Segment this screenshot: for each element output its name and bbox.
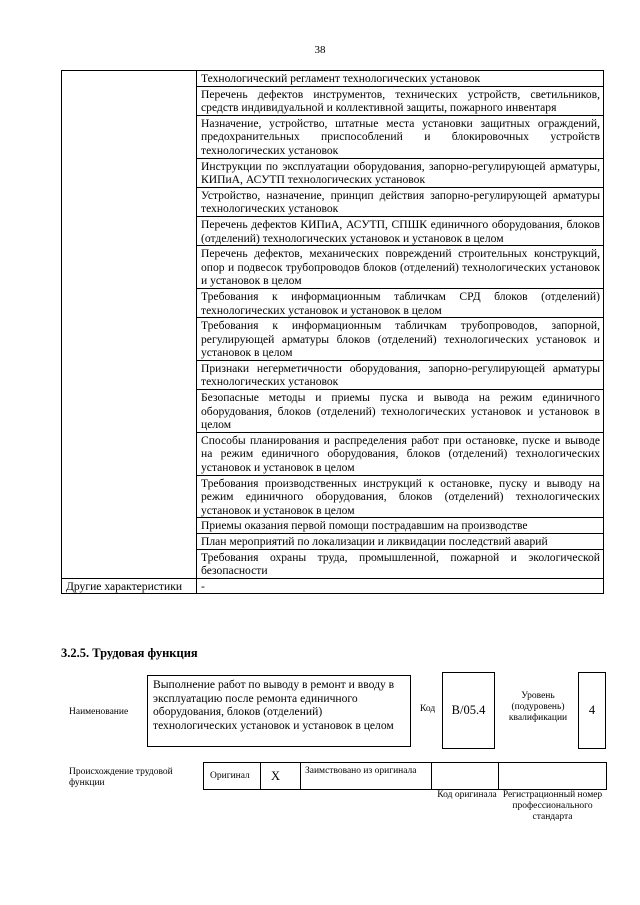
knowledge-item: Инструкции по эксплуатации оборудования, запорно-регулирующей арматуры, КИПиА, АСУТП технологических установок (197, 158, 604, 187)
origin-code-cell (432, 763, 499, 789)
knowledge-item: Технологический регламент технологических установок (197, 71, 604, 87)
knowledge-item: Признаки негерметичности оборудования, запорно-регулирующей арматуры технологических установок (197, 360, 604, 389)
qualification-level-value: 4 (578, 672, 606, 749)
knowledge-item: Безопасные методы и приемы пуска и вывода на режим единичного оборудования, блоков (отделений) технологических установок и установок в целом (197, 390, 604, 433)
other-characteristics-value: - (197, 578, 604, 594)
origin-row (203, 762, 607, 790)
knowledge-item: Требования охраны труда, промышленной, пожарной и экологической безопасности (197, 549, 604, 578)
knowledge-item: Устройство, назначение, принцип действия запорно-регулирующей арматуры технологических установок (197, 187, 604, 216)
knowledge-item: План мероприятий по локализации и ликвидации последствий аварий (197, 534, 604, 550)
knowledge-item: Назначение, устройство, штатные места установки защитных ограждений, предохранительных приспособлений и блокировочных устройств технологических установок (197, 115, 604, 158)
registration-number-cell (499, 763, 606, 789)
required-knowledge-table (61, 70, 604, 594)
borrowed-label: Заимствовано из оригинала (301, 763, 432, 789)
original-mark: Х (261, 763, 301, 789)
name-label: Наименование (69, 707, 129, 717)
knowledge-item: Требования производственных инструкций к остановке, пуску и выводу на режим единичного оборудования, блоков (отделений) технологических установок и установок в целом (197, 475, 604, 518)
table-row (62, 578, 604, 594)
qualification-level-label: Уровень (подуровень) квалификации (508, 691, 568, 723)
table-row (62, 71, 604, 87)
section-heading: 3.2.5. Трудовая функция (61, 646, 198, 660)
knowledge-item: Перечень дефектов инструментов, технических устройств, светильников, средств индивидуальной и коллективной защиты, пожарного инвентаря (197, 86, 604, 115)
original-label: Оригинал (204, 763, 261, 789)
knowledge-item: Приемы оказания первой помощи пострадавшим на производстве (197, 518, 604, 534)
knowledge-item: Перечень дефектов КИПиА, АСУТП, СПШК единичного оборудования, блоков (отделений) технологических установок и установок в целом (197, 216, 604, 245)
knowledge-item: Требования к информационным табличкам трубопроводов, запорной, регулирующей арматуры блоков (отделений) технологических установок и установок в целом (197, 318, 604, 361)
knowledge-item: Требования к информационным табличкам СРД блоков (отделений) технологических установок и установок в целом (197, 288, 604, 317)
code-value: B/05.4 (442, 672, 495, 749)
registration-number-caption: Регистрационный номер профессионального стандарта (502, 790, 603, 822)
origin-label: Происхождение трудовой функции (69, 767, 173, 788)
knowledge-item: Перечень дефектов, механических повреждений строительных конструкций, опор и подвесок трубопроводов блоков (отделений) технологических установок и установок в целом (197, 246, 604, 289)
other-characteristics-label: Другие характеристики (62, 578, 197, 594)
origin-code-caption: Код оригинала (437, 790, 497, 800)
knowledge-table-body (62, 71, 604, 594)
labor-function-name: Выполнение работ по выводу в ремонт и вводу в эксплуатацию после ремонта единичного оборудования, блоков (отделений) технологических установок и установок в целом (147, 675, 411, 747)
page-number: 38 (314, 44, 326, 56)
knowledge-item: Способы планирования и распределения работ при остановке, пуске и выводе на режим единичного оборудования, блоков (отделений) технологических установок и установок в целом (197, 432, 604, 475)
knowledge-label-cell (62, 71, 197, 579)
code-label: Код (420, 704, 436, 714)
